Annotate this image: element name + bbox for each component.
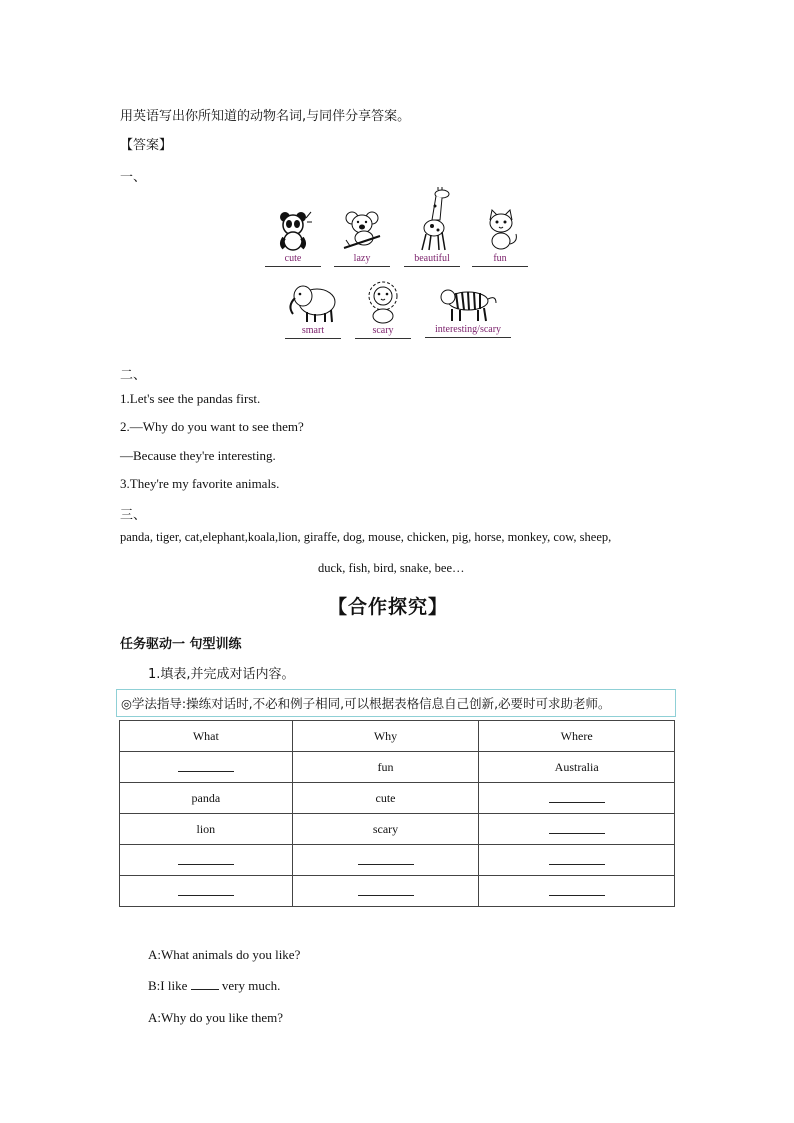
lion-icon xyxy=(361,280,405,324)
task-title: 任务驱动一 句型训练 xyxy=(120,637,242,652)
animal-word: beautiful xyxy=(404,252,460,267)
table-header-cell: What xyxy=(120,721,293,752)
table-cell-blank[interactable] xyxy=(292,876,479,907)
blank-line xyxy=(178,759,234,772)
animal-card-lion xyxy=(355,280,411,339)
part1-label: 一、 xyxy=(120,170,147,185)
part3-label: 三、 xyxy=(120,508,147,523)
table-cell-blank[interactable] xyxy=(292,845,479,876)
animal-word: fun xyxy=(472,252,528,267)
table-header-row xyxy=(120,721,675,752)
study-tip-text: ◎学法指导:操练对话时,不必和例子相同,可以根据表格信息自己创新,必要时可求助老师。 xyxy=(121,696,611,711)
koala-icon xyxy=(340,208,384,252)
animal-card-tiger xyxy=(425,283,511,338)
blank-line xyxy=(549,790,605,803)
dialogue-blank[interactable] xyxy=(191,978,219,990)
blank-line xyxy=(549,883,605,896)
table-cell: scary xyxy=(292,814,479,845)
animal-word: cute xyxy=(265,252,321,267)
part2-line-2: 2.—Why do you want to see them? xyxy=(120,419,304,434)
blank-line xyxy=(358,883,414,896)
animal-card-koala xyxy=(334,208,390,267)
animal-word: scary xyxy=(355,324,411,339)
part2-label: 二、 xyxy=(120,368,147,383)
table-cell: Australia xyxy=(479,752,675,783)
animal-card-panda xyxy=(265,208,321,267)
part2-line-1: 1.Let's see the pandas first. xyxy=(120,391,261,406)
panda-icon xyxy=(273,208,313,252)
fill-in-table xyxy=(119,720,675,907)
dialogue-b1-prefix: B:I like xyxy=(148,978,191,993)
table-cell-blank[interactable] xyxy=(479,783,675,814)
part3-word-list-2: duck, fish, bird, snake, bee… xyxy=(318,561,465,575)
part2-line-3: —Because they're interesting. xyxy=(120,448,276,463)
animal-card-cat xyxy=(472,208,528,267)
table-row xyxy=(120,845,675,876)
elephant-icon xyxy=(285,280,341,324)
blank-line xyxy=(549,852,605,865)
table-cell: fun xyxy=(292,752,479,783)
dialogue-a2: A:Why do you like them? xyxy=(148,1010,284,1025)
animal-card-elephant xyxy=(285,280,341,339)
animal-word: smart xyxy=(285,324,341,339)
tiger-icon xyxy=(438,283,498,323)
table-cell-blank[interactable] xyxy=(479,814,675,845)
section-title: 【合作探究】 xyxy=(328,596,449,618)
table-cell-blank[interactable] xyxy=(479,876,675,907)
table-cell-blank[interactable] xyxy=(479,845,675,876)
animal-card-giraffe xyxy=(404,186,460,267)
table-cell-blank[interactable] xyxy=(120,752,293,783)
part2-line-4: 3.They're my favorite animals. xyxy=(120,476,280,491)
cat-icon xyxy=(480,208,520,252)
part3-word-list-1: panda, tiger, cat,elephant,koala,lion, giraffe, dog, mouse, chicken, pig, horse, monkey, cow, sheep, xyxy=(120,530,612,544)
dialogue-b1 xyxy=(148,978,280,994)
table-row xyxy=(120,783,675,814)
table-row xyxy=(120,814,675,845)
blank-line xyxy=(178,852,234,865)
dialogue-a1: A:What animals do you like? xyxy=(148,947,301,962)
blank-line xyxy=(178,883,234,896)
animal-word: interesting/scary xyxy=(425,323,511,338)
intro-instruction: 用英语写出你所知道的动物名词,与同伴分享答案。 xyxy=(120,109,411,124)
task-instruction: 1.填表,并完成对话内容。 xyxy=(148,667,295,682)
table-cell-blank[interactable] xyxy=(120,845,293,876)
table-cell: panda xyxy=(120,783,293,814)
answer-header: 【答案】 xyxy=(120,138,173,153)
table-cell: cute xyxy=(292,783,479,814)
animal-word: lazy xyxy=(334,252,390,267)
blank-line xyxy=(549,821,605,834)
table-cell-blank[interactable] xyxy=(120,876,293,907)
dialogue-b1-suffix: very much. xyxy=(218,978,281,993)
table-header-cell: Where xyxy=(479,721,675,752)
giraffe-icon xyxy=(412,186,452,252)
blank-line xyxy=(358,852,414,865)
study-tip-box xyxy=(116,689,676,717)
table-row xyxy=(120,876,675,907)
table-cell: lion xyxy=(120,814,293,845)
table-row xyxy=(120,752,675,783)
table-header-cell: Why xyxy=(292,721,479,752)
